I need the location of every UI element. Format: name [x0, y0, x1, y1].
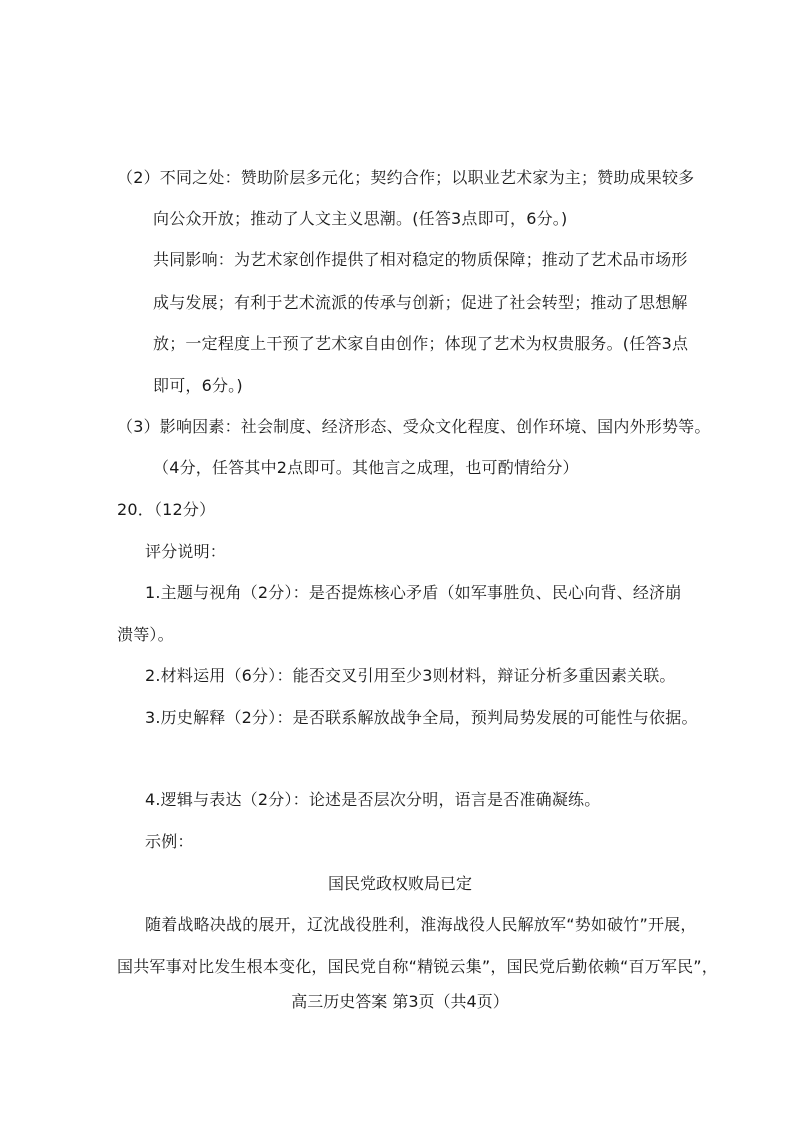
q19-part2-common-line-2: 成与发展；有利于艺术流派的传承与创新；促进了社会转型；推动了思想解	[153, 293, 688, 312]
q19-part3-line-2: （4分，任答其中2点即可。其他言之成理，也可酌情给分）	[153, 458, 579, 477]
q20-header: 20．（12分）	[117, 500, 216, 519]
q19-part2-common-line-1: 共同影响：为艺术家创作提供了相对稳定的物质保障；推动了艺术品市场形	[153, 250, 688, 269]
q20-item3: 3.历史解释（2分）：是否联系解放战争全局，预判局势发展的可能性与依据。	[145, 708, 698, 727]
q20-example-label: 示例：	[145, 832, 194, 851]
q19-part3-line-1: （3）影响因素：社会制度、经济形态、受众文化程度、创作环境、国内外形势等。	[117, 417, 711, 436]
q20-item2: 2.材料运用（6分）：能否交叉引用至少3则材料，辩证分析多重因素关联。	[145, 666, 676, 685]
q20-item1-line-2: 溃等）。	[117, 625, 174, 644]
q19-part2-common-line-4: 即可，6分。)	[153, 376, 243, 395]
essay-line-2: 国共军事对比发生根本变化，国民党自称“精锐云集”，国民党后勤依赖“百万军民”，	[117, 957, 718, 976]
page-footer: 高三历史答案 第3页（共4页）	[291, 992, 509, 1011]
q19-part2-diff-line-1: （2）不同之处：赞助阶层多元化；契约合作；以职业艺术家为主；赞助成果较多	[117, 168, 695, 187]
essay-line-1: 随着战略决战的展开，辽沈战役胜利，淮海战役人民解放军“势如破竹”开展，	[145, 915, 697, 934]
essay-title: 国民党政权败局已定	[327, 874, 472, 893]
q20-item1-line-1: 1.主题与视角（2分）：是否提炼核心矛盾（如军事胜负、民心向背、经济崩	[145, 583, 682, 602]
q20-item4: 4.逻辑与表达（2分）：论述是否层次分明，语言是否准确凝练。	[145, 790, 601, 809]
q20-rubric-label: 评分说明：	[145, 542, 227, 561]
q19-part2-diff-line-2: 向公众开放；推动了人文主义思潮。(任答3点即可，6分。)	[153, 209, 568, 228]
q19-part2-common-line-3: 放；一定程度上干预了艺术家自由创作；体现了艺术为权贵服务。(任答3点	[153, 334, 689, 353]
